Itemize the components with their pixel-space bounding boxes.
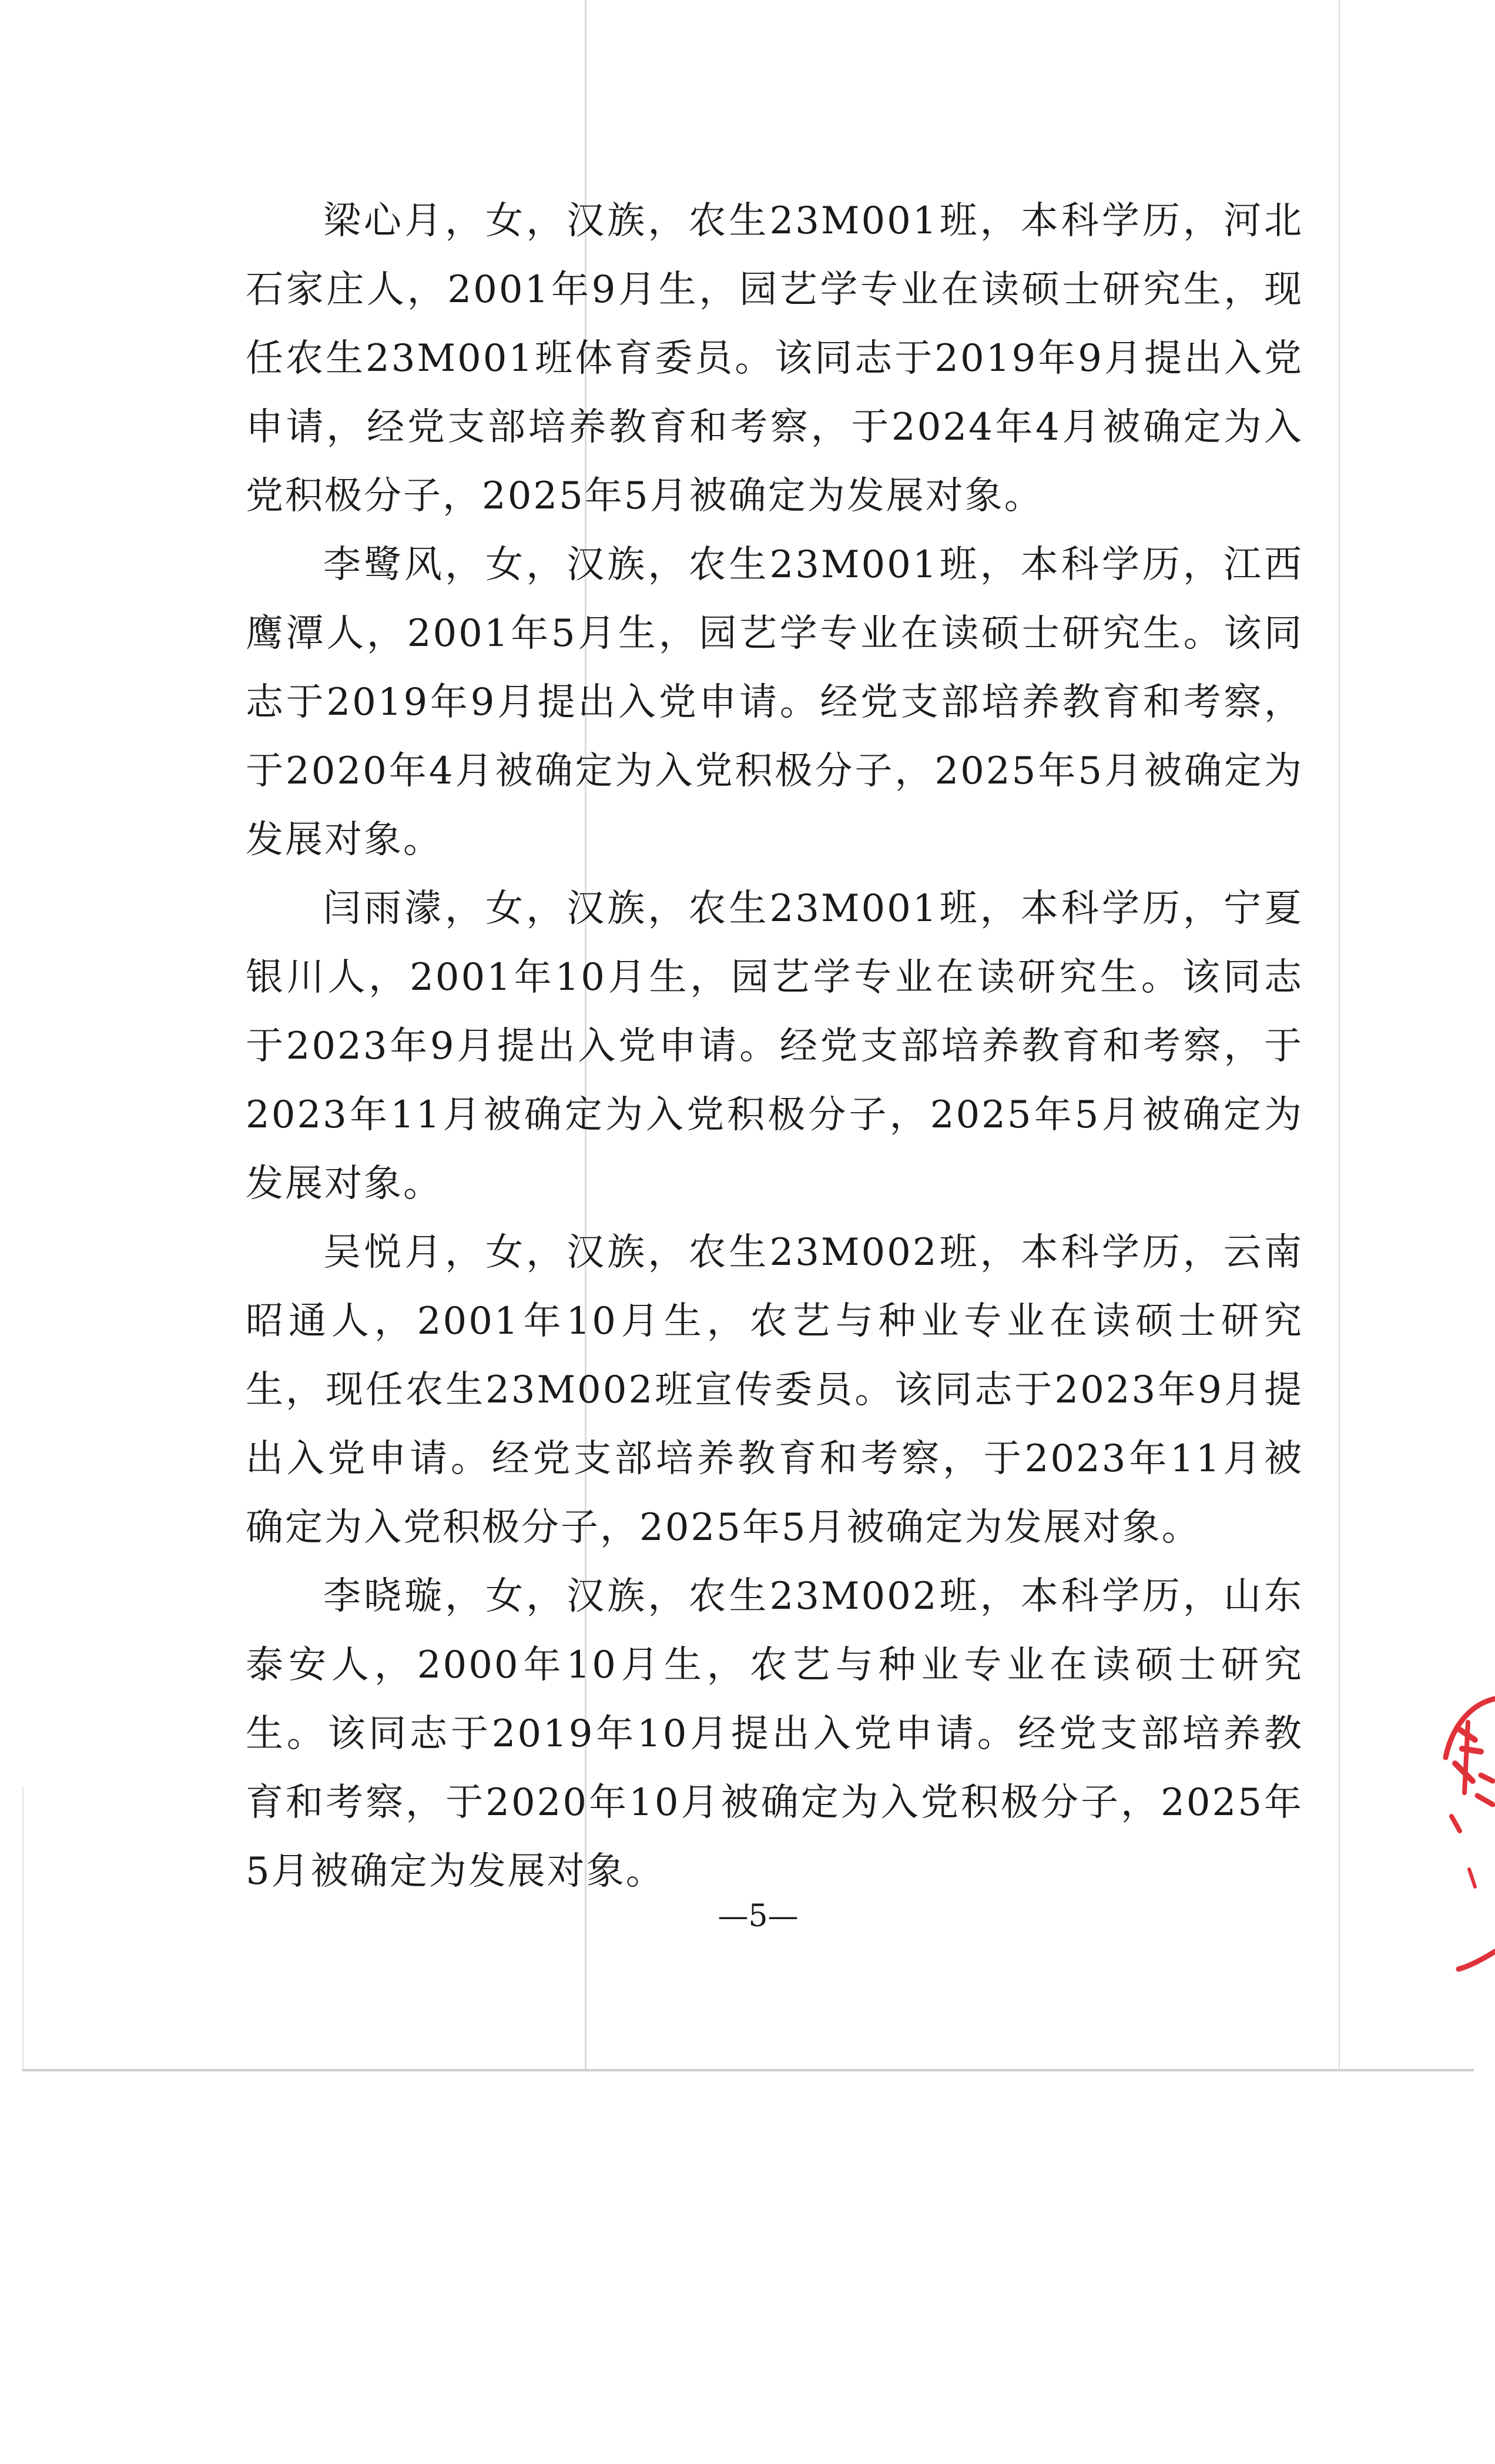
paragraph-liang-xinyue: 梁心月，女，汉族，农生23M001班，本科学历，河北石家庄人，2001年9月生，园艺学专业在读硕士研究生，现任农生23M001班体育委员。该同志于2019年9月提出入党申请，经党支部培养教育和考察，于2024年4月被确定为入党积极分子，2025年5月被确定为发展对象。 bbox=[246, 199, 1303, 518]
paragraph-wu-yueyue: 吴悦月，女，汉族，农生23M002班，本科学历，云南昭通人，2001年10月生，农艺与种业专业在读硕士研究生，现任农生23M002班宣传委员。该同志于2023年9月提出入党申请。经党支部培养教育和考察，于2023年11月被确定为入党积极分子，2025年5月被确定为发展对象。 bbox=[246, 1231, 1303, 1549]
page-right-edge bbox=[1339, 0, 1340, 2069]
page-left-edge bbox=[22, 1787, 24, 2069]
paragraph-yan-yumeng: 闫雨濛，女，汉族，农生23M001班，本科学历，宁夏银川人，2001年10月生，园艺学专业在读研究生。该同志于2023年9月提出入党申请。经党支部培养教育和考察，于2023年11月被确定为入党积极分子，2025年5月被确定为发展对象。 bbox=[246, 887, 1303, 1206]
page-bottom-edge bbox=[22, 2069, 1474, 2071]
paragraph-li-lufeng: 李鹭风，女，汉族，农生23M001班，本科学历，江西鹰潭人，2001年5月生，园艺学专业在读硕士研究生。该同志于2019年9月提出入党申请。经党支部培养教育和考察，于2020年4月被确定为入党积极分子，2025年5月被确定为发展对象。 bbox=[246, 543, 1303, 862]
red-seal-fragment-icon bbox=[1434, 1693, 1495, 1998]
page-number: —5— bbox=[718, 1899, 799, 1934]
document-body bbox=[246, 187, 1303, 1906]
paragraph-li-xiaoxuan: 李晓璇，女，汉族，农生23M002班，本科学历，山东泰安人，2000年10月生，农艺与种业专业在读硕士研究生。该同志于2019年10月提出入党申请。经党支部培养教育和考察，于2020年10月被确定为入党积极分子，2025年5月被确定为发展对象。 bbox=[246, 1575, 1303, 1893]
